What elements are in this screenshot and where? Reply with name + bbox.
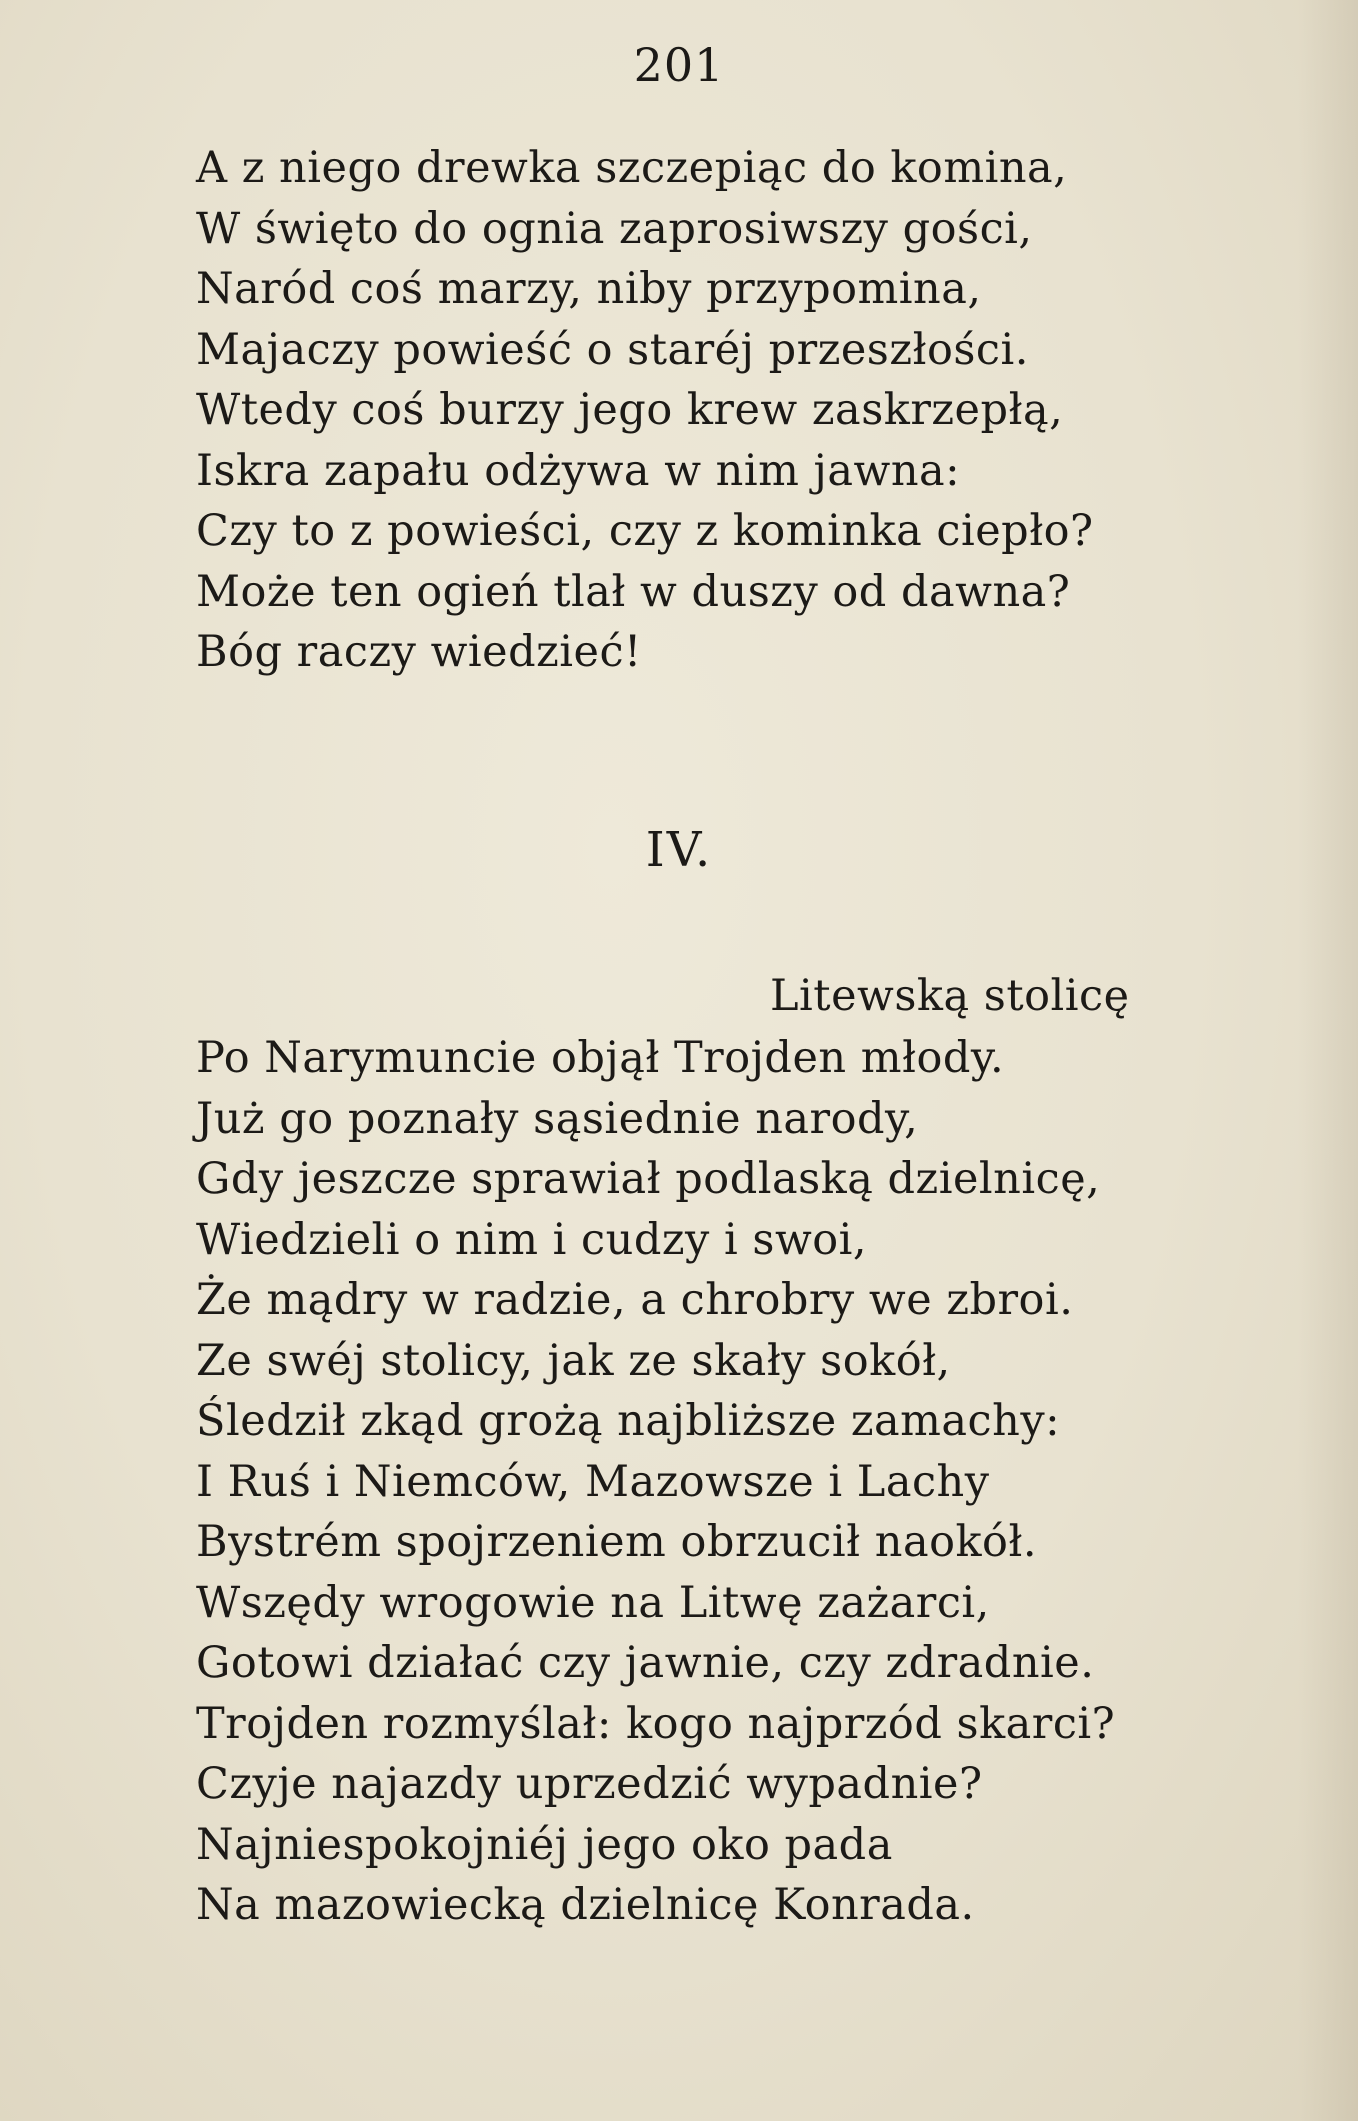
verse-line: Wszędy wrogowie na Litwę zażarci, — [196, 1577, 990, 1628]
verse-line: Że mądry w radzie, a chrobry we zbroi. — [196, 1275, 1074, 1325]
stanza-1 — [196, 138, 1094, 683]
verse-line: Już go poznały sąsiednie narody, — [196, 1093, 919, 1144]
verse-line: Gotowi działać czy jawnie, czy zdradnie. — [196, 1638, 1095, 1688]
verse-line: Czy to z powieści, czy z kominka ciepło? — [196, 506, 1094, 556]
verse-line: Wtedy coś burzy jego krew zaskrzepłą, — [196, 385, 1064, 435]
verse-line: Naród coś marzy, niby przypomina, — [196, 264, 982, 314]
verse-line: Majaczy powieść o staréj przeszłości. — [196, 324, 1029, 375]
verse-line: Po Narymuncie objął Trojden młody. — [196, 1033, 1005, 1083]
verse-line: Bóg raczy wiedzieć! — [196, 627, 642, 677]
verse-line: Bystrém spojrzeniem obrzucił naokół. — [196, 1517, 1038, 1567]
section-heading: IV. — [645, 822, 713, 878]
stanza-2 — [196, 1028, 1115, 1936]
verse-line: Wiedzieli o nim i cudzy i swoi, — [196, 1214, 868, 1265]
verse-line: Na mazowiecką dzielnicę Konrada. — [196, 1880, 975, 1930]
verse-line: Ze swéj stolicy, jak ze skały sokół, — [196, 1335, 951, 1386]
verse-line: Gdy jeszcze sprawiał podlaską dzielnicę, — [196, 1154, 1101, 1204]
page-edge-shadow — [1298, 0, 1358, 2121]
verse-line: W święto do ognia zaprosiwszy gości, — [196, 203, 1033, 254]
page-number: 201 — [633, 38, 725, 92]
verse-line: Czyje najazdy uprzedzić wypadnie? — [196, 1759, 983, 1809]
verse-line: A z niego drewka szczepiąc do komina, — [196, 143, 1068, 193]
verse-line: Trojden rozmyślał: kogo najprzód skarci? — [196, 1698, 1116, 1749]
verse-line-indented: Litewską stolicę — [770, 971, 1130, 1021]
verse-line: I Ruś i Niemców, Mazowsze i Lachy — [196, 1456, 990, 1507]
verse-line: Śledził zkąd grożą najbliższe zamachy: — [196, 1396, 1061, 1446]
verse-line: Może ten ogień tlał w duszy od dawna? — [196, 566, 1071, 617]
verse-line: Iskra zapału odżywa w nim jawna: — [196, 445, 961, 496]
verse-line: Najniespokojniéj jego oko pada — [196, 1819, 893, 1870]
